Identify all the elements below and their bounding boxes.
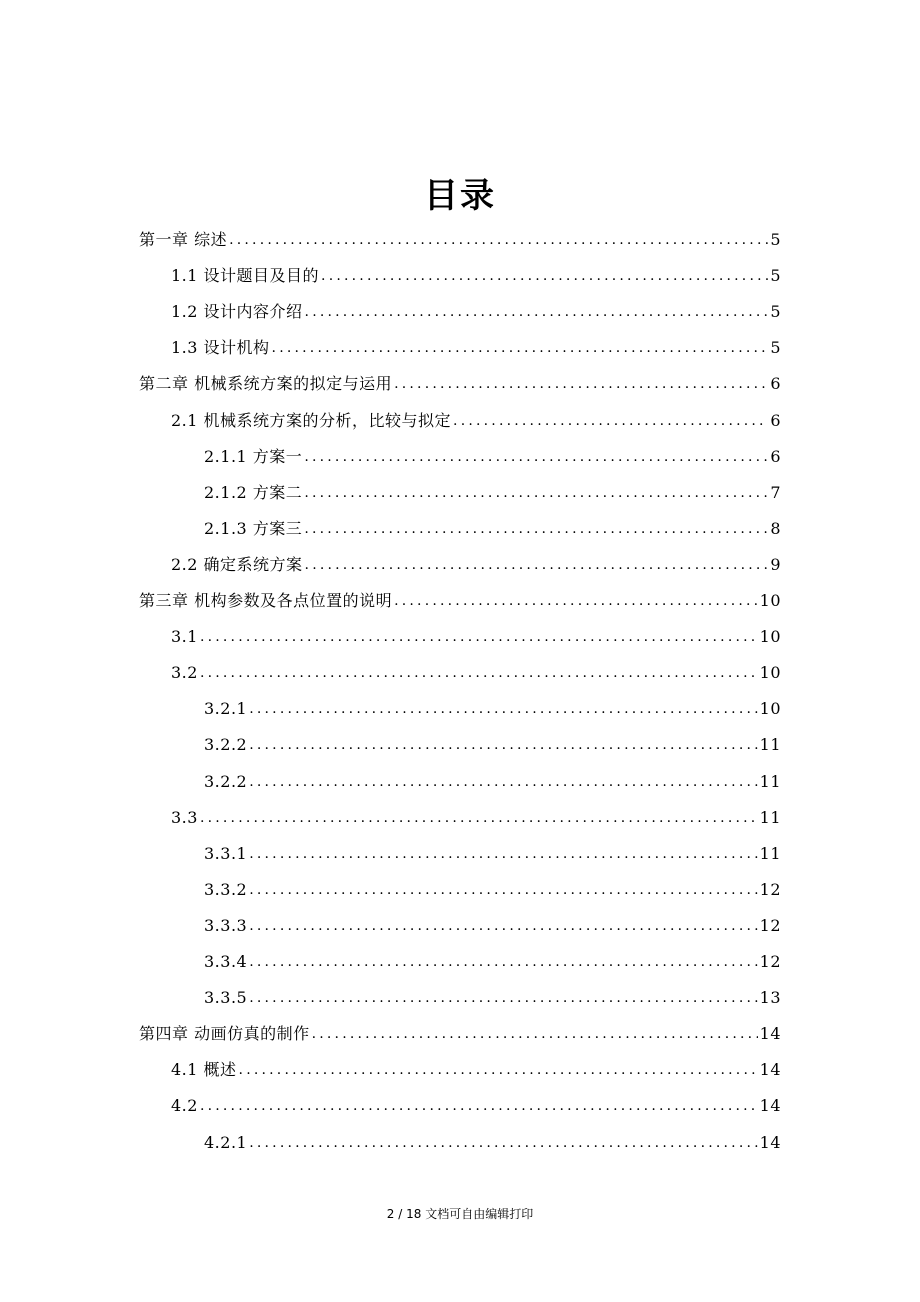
toc-entry[interactable] <box>204 908 781 944</box>
toc-entry[interactable] <box>204 872 781 908</box>
toc-page-number: 8 <box>770 518 781 538</box>
toc-entry-label: 2.1.2 方案二 <box>204 482 303 502</box>
toc-entry[interactable] <box>204 980 781 1016</box>
toc-entry-label: 2.2 确定系统方案 <box>171 554 303 574</box>
toc-dot-leader <box>200 663 758 683</box>
toc-entry-label: 3.3.5 <box>204 988 248 1008</box>
toc-page-number: 6 <box>770 446 781 466</box>
toc-dot-leader <box>304 519 768 539</box>
toc-page-number: 6 <box>770 410 781 430</box>
toc-dot-leader <box>200 1096 758 1116</box>
toc-entry[interactable] <box>204 764 781 800</box>
page-footer: 2 / 18 文档可自由编辑打印 <box>386 1207 534 1221</box>
toc-entry[interactable] <box>171 403 781 439</box>
toc-entry[interactable] <box>171 1088 781 1124</box>
toc-entry[interactable] <box>171 294 781 330</box>
toc-entry-label: 3.3.2 <box>204 879 248 899</box>
toc-entry[interactable] <box>171 619 781 655</box>
toc-entry-label: 3.2 <box>171 663 198 683</box>
toc-dot-leader <box>321 266 768 286</box>
toc-dot-leader <box>249 988 757 1008</box>
toc-entry[interactable] <box>204 691 781 727</box>
toc-page-number: 14 <box>759 1060 781 1080</box>
toc-entry-label: 3.2.2 <box>204 771 248 791</box>
toc-page-number: 13 <box>759 988 781 1008</box>
toc-entry[interactable] <box>204 836 781 872</box>
toc-dot-leader <box>239 1060 758 1080</box>
toc-entry[interactable] <box>171 655 781 691</box>
toc-entry[interactable] <box>171 258 781 294</box>
toc-page-number: 9 <box>770 554 781 574</box>
toc-entry-label: 2.1.3 方案三 <box>204 518 303 538</box>
toc-page-number: 5 <box>770 302 781 322</box>
toc-page-number: 12 <box>759 952 781 971</box>
toc-page-number: 7 <box>770 482 781 502</box>
toc-page-number: 11 <box>759 771 781 791</box>
toc-entry-label: 3.1 <box>171 627 198 647</box>
toc-dot-leader <box>249 844 757 864</box>
toc-entry-label: 第二章 机械系统方案的拟定与运用 <box>139 374 393 394</box>
toc-entry-label: 1.2 设计内容介绍 <box>171 302 303 322</box>
page-title: 目录 <box>424 176 496 216</box>
toc-entry-label: 4.2 <box>171 1096 198 1116</box>
toc-page-number: 5 <box>770 230 781 249</box>
toc-dot-leader <box>249 880 757 900</box>
toc-entry[interactable] <box>204 944 781 980</box>
toc-entry-label: 3.3.4 <box>204 952 248 971</box>
toc-entry-label: 第三章 机构参数及各点位置的说明 <box>139 591 393 610</box>
toc-dot-leader <box>394 591 758 611</box>
toc-entry-label: 3.3.1 <box>204 843 248 863</box>
toc-entry-label: 1.3 设计机构 <box>171 338 270 358</box>
toc-dot-leader <box>305 555 769 575</box>
toc-dot-leader <box>304 447 768 467</box>
toc-dot-leader <box>229 230 768 250</box>
toc-dot-leader <box>249 952 757 972</box>
toc-entry-label: 2.1 机械系统方案的分析，比较与拟定 <box>171 410 452 430</box>
toc-entry-label: 3.2.1 <box>204 699 248 719</box>
toc-entry[interactable] <box>171 800 781 836</box>
toc-entry[interactable] <box>204 475 781 511</box>
toc-page-number: 11 <box>759 807 781 827</box>
toc-page-number: 10 <box>759 699 781 719</box>
toc-dot-leader <box>249 699 757 719</box>
toc-page-number: 10 <box>759 591 781 610</box>
toc-entry-label: 4.2.1 <box>204 1132 248 1152</box>
toc-entry-label: 1.1 设计题目及目的 <box>171 266 320 286</box>
toc-entry[interactable] <box>204 727 781 763</box>
toc-page-number: 6 <box>770 374 781 394</box>
toc-dot-leader <box>249 772 757 792</box>
toc-page-number: 5 <box>770 266 781 286</box>
toc-page-number: 11 <box>759 843 781 863</box>
toc-entry[interactable] <box>139 222 781 258</box>
toc-entry[interactable] <box>171 1052 781 1088</box>
toc-entry-label: 3.2.2 <box>204 735 248 755</box>
toc-dot-leader <box>304 483 768 503</box>
toc-dot-leader <box>305 302 769 322</box>
toc-page-number: 10 <box>759 627 781 647</box>
toc-dot-leader <box>394 374 768 394</box>
toc-entry[interactable] <box>204 1125 781 1161</box>
toc-entry-label: 第四章 动画仿真的制作 <box>139 1024 310 1044</box>
toc-entry-label: 第一章 综述 <box>139 230 228 249</box>
toc-page-number: 14 <box>759 1024 781 1044</box>
toc-dot-leader <box>272 338 769 358</box>
toc-entry-label: 2.1.1 方案一 <box>204 446 303 466</box>
toc-page-number: 14 <box>759 1096 781 1116</box>
toc-page-number: 12 <box>759 915 781 935</box>
toc-page-number: 14 <box>759 1132 781 1152</box>
toc-dot-leader <box>249 735 757 755</box>
toc-entry-label: 3.3.3 <box>204 915 248 935</box>
toc-entry[interactable] <box>171 330 781 366</box>
toc-page-number: 11 <box>759 735 781 755</box>
toc-dot-leader <box>453 411 768 431</box>
toc-dot-leader <box>200 808 758 828</box>
toc-entry[interactable] <box>204 511 781 547</box>
toc-page-number: 10 <box>759 663 781 683</box>
toc-entry[interactable] <box>139 366 781 402</box>
toc-dot-leader <box>249 916 757 936</box>
toc-page-number: 5 <box>770 338 781 358</box>
toc-entry-label: 3.3 <box>171 807 198 827</box>
toc-entry[interactable] <box>171 547 781 583</box>
toc-dot-leader <box>312 1024 758 1044</box>
toc-dot-leader <box>249 1133 757 1153</box>
toc-entry[interactable] <box>204 439 781 475</box>
toc-page-number: 12 <box>759 879 781 899</box>
toc-entry-label: 4.1 概述 <box>171 1060 237 1080</box>
toc-entry[interactable] <box>139 583 781 619</box>
toc-dot-leader <box>200 627 758 647</box>
toc-entry[interactable] <box>139 1016 781 1052</box>
